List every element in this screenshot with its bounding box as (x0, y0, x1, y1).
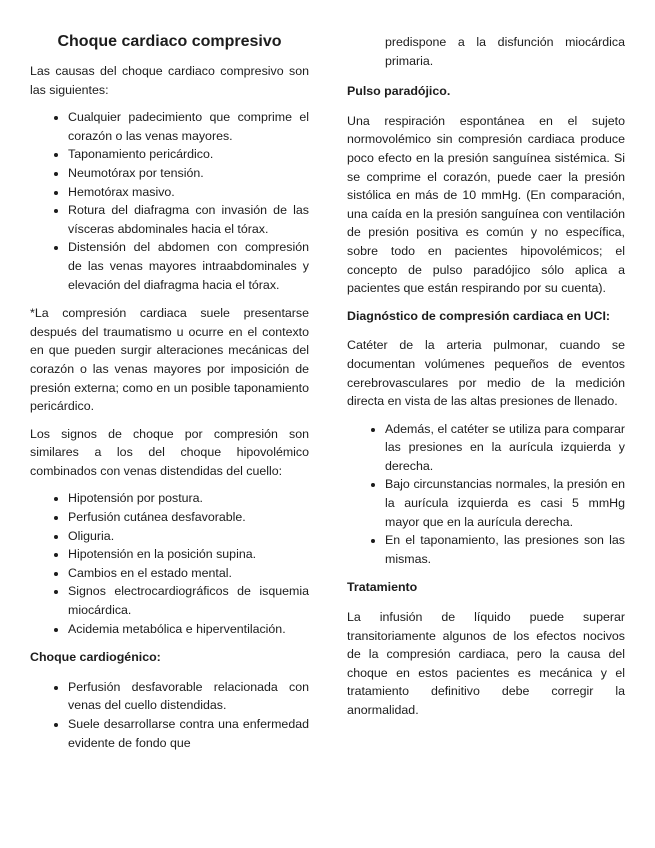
list-item: • Cualquier padecimiento que comprime el corazón o las venas mayores. (68, 108, 309, 145)
list-item: • Hipotensión en la posición supina. (68, 545, 309, 564)
right-column (347, 33, 625, 729)
treatment-heading: Tratamiento (347, 580, 418, 595)
list-item: • En el taponamiento, las presiones son las mismas. (385, 531, 625, 568)
left-column (30, 31, 309, 762)
list-item: • Oliguria. (68, 527, 309, 546)
list-item: • Hipotensión por postura. (68, 489, 309, 508)
list-item: • Perfusión desfavorable relacionada con venas del cuello distendidas. (68, 678, 309, 715)
cardiogenic-list (30, 678, 309, 752)
list-item: • Perfusión cutánea desfavorable. (68, 508, 309, 527)
pulse-heading: Pulso paradójico. (347, 84, 451, 99)
page-title: Choque cardiaco compresivo (57, 33, 282, 50)
list-item: • Neumotórax por tensión. (68, 164, 309, 183)
list-item: • Acidemia metabólica e hiperventilación. (68, 620, 309, 639)
treatment-paragraph: La infusión de líquido puede superar transitoriamente algunos de los efectos nocivos de la compresión cardiaca, pero la causa del choque en estos pacientes es mecánica y el tratamiento definitivo debe corregir la anormalidad. (347, 610, 625, 717)
causes-intro: Las causas del choque cardiaco compresivo son las siguientes: (30, 64, 309, 97)
list-item: • Suele desarrollarse contra una enfermedad evidente de fondo que (68, 715, 309, 752)
pulse-paragraph: Una respiración espontánea en el sujeto normovolémico sin compresión cardiaca produce poco efecto en la presión sanguínea sistémica. Si se comprime el corazón, puede caer la presión sistólica en más de 10 mmHg. (En comparación, una caída en la presión sanguínea con ventilación de presión positiva es común y no específica, sobre todo en pacientes hipovolémicos; el concepto de pulso paradójico sólo aplica a pacientes que están respirando por su cuenta). (347, 113, 625, 296)
list-item: • Hemotórax masivo. (68, 183, 309, 202)
list-item: • Distensión del abdomen con compresión de las venas mayores intraabdominales y elevación del diafragma hacia el tórax. (68, 238, 309, 294)
compression-note: *La compresión cardiaca suele presentarse después del traumatismo u ocurre en el contexto en que pueden surgir alteraciones mecánicas del corazón o las venas mayores por imposición de presión externa; como en un posible taponamiento pericárdico. (30, 306, 309, 414)
causes-list (30, 108, 309, 294)
list-item: • Rotura del diafragma con invasión de las vísceras abdominales hacia el tórax. (68, 201, 309, 238)
list-item: • Taponamiento pericárdico. (68, 145, 309, 164)
signs-list (30, 489, 309, 638)
list-item: • Cambios en el estado mental. (68, 564, 309, 583)
cardiogenic-continuation: predispone a la disfunción miocárdica primaria. (385, 35, 625, 68)
list-item: • Además, el catéter se utiliza para comparar las presiones en la aurícula izquierda y derecha. (385, 420, 625, 476)
signs-intro: Los signos de choque por compresión son similares a los del choque hipovolémico combinados con venas distendidas del cuello: (30, 426, 309, 478)
diagnosis-list (347, 420, 625, 569)
list-item: • Signos electrocardiográficos de isquemia miocárdica. (68, 582, 309, 619)
cardiogenic-heading: Choque cardiogénico: (30, 650, 161, 665)
diagnosis-paragraph: Catéter de la arteria pulmonar, cuando se documentan volúmenes pequeños de eventos cerebrovasculares por medio de la medición directa en vista de las altas presiones de llenado. (347, 338, 625, 409)
diagnosis-heading: Diagnóstico de compresión cardiaca en UCI: (347, 308, 611, 323)
list-item: • Bajo circunstancias normales, la presión en la aurícula izquierda es casi 5 mmHg mayor que en la aurícula derecha. (385, 475, 625, 531)
